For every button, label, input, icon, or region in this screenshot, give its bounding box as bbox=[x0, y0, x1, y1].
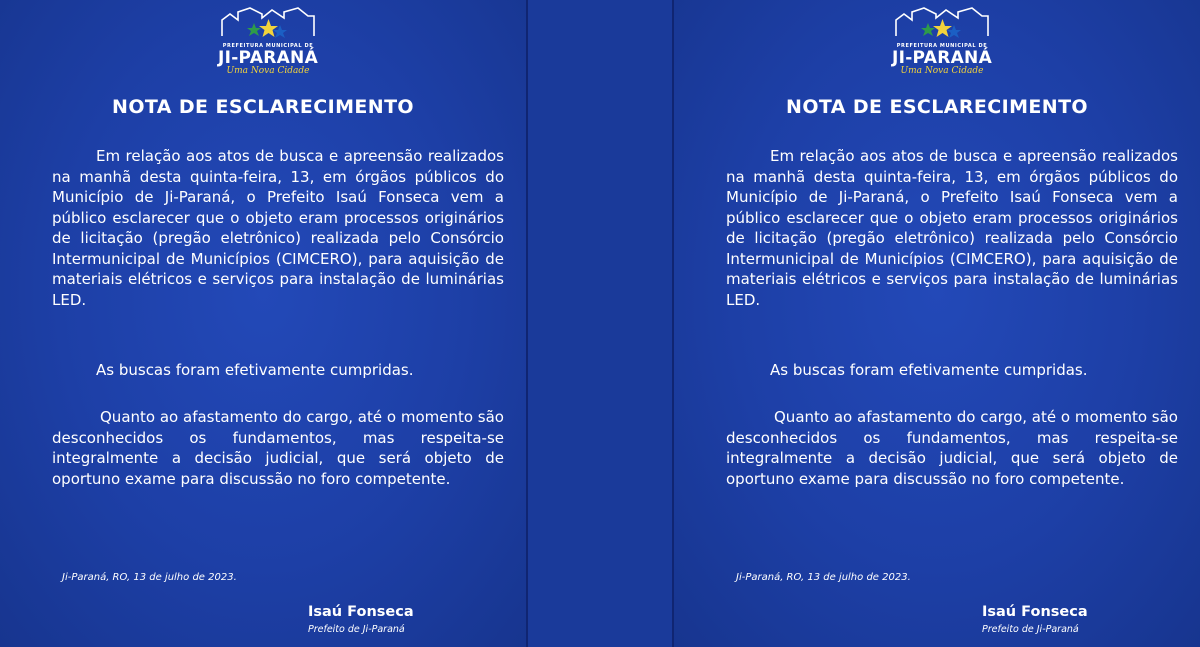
signature-name: Isaú Fonseca bbox=[982, 604, 1088, 620]
note-paragraph-3: Quanto ao afastamento do cargo, até o momento são desconhecidos os fundamentos, mas respeita-se integralmente a decisão judicial, que será objeto de oportuno exame para discussão no foro competente. bbox=[52, 408, 504, 488]
panel-gutter bbox=[526, 0, 674, 647]
logo-tagline: Uma Nova Cidade bbox=[226, 66, 310, 76]
logo-tagline: Uma Nova Cidade bbox=[900, 66, 984, 76]
signature-name: Isaú Fonseca bbox=[308, 604, 414, 620]
logo-city-name: JI-PARANÁ bbox=[891, 48, 993, 68]
note-date: Ji-Paraná, RO, 13 de julho de 2023. bbox=[62, 572, 237, 583]
logo-small-text: PREFEITURA MUNICIPAL DE bbox=[896, 43, 988, 49]
note-paragraph-1: Em relação aos atos de busca e apreensão realizados na manhã desta quinta-feira, 13, em órgãos públicos do Município de Ji-Paraná, o Prefeito Isaú Fonseca vem a público esclarecer que o objeto eram processos originários de licitação (pregão eletrônico) realizada pelo Consórcio Intermunicipal de Municípios (CIMCERO), para aquisição de materiais elétricos e serviços para instalação de luminárias LED. bbox=[52, 147, 504, 309]
note-panel-right bbox=[674, 0, 1200, 647]
note-title: NOTA DE ESCLARECIMENTO bbox=[112, 96, 414, 118]
note-date: Ji-Paraná, RO, 13 de julho de 2023. bbox=[736, 572, 911, 583]
note-paragraph-2: As buscas foram efetivamente cumpridas. bbox=[770, 361, 1088, 379]
logo-city-name: JI-PARANÁ bbox=[217, 48, 319, 68]
note-paragraph-3: Quanto ao afastamento do cargo, até o momento são desconhecidos os fundamentos, mas respeita-se integralmente a decisão judicial, que será objeto de oportuno exame para discussão no foro competente. bbox=[726, 408, 1178, 488]
signature-role: Prefeito de Ji-Paraná bbox=[308, 624, 405, 635]
city-skyline-stars-icon bbox=[894, 6, 990, 44]
city-logo bbox=[212, 6, 324, 74]
signature-role: Prefeito de Ji-Paraná bbox=[982, 624, 1079, 635]
city-skyline-stars-icon bbox=[220, 6, 316, 44]
note-paragraph-1: Em relação aos atos de busca e apreensão realizados na manhã desta quinta-feira, 13, em órgãos públicos do Município de Ji-Paraná, o Prefeito Isaú Fonseca vem a público esclarecer que o objeto eram processos originários de licitação (pregão eletrônico) realizada pelo Consórcio Intermunicipal de Municípios (CIMCERO), para aquisição de materiais elétricos e serviços para instalação de luminárias LED. bbox=[726, 147, 1178, 309]
logo-small-text: PREFEITURA MUNICIPAL DE bbox=[222, 43, 314, 49]
city-logo bbox=[886, 6, 998, 74]
note-paragraph-2: As buscas foram efetivamente cumpridas. bbox=[96, 361, 414, 379]
note-title: NOTA DE ESCLARECIMENTO bbox=[786, 96, 1088, 118]
note-panel-left bbox=[0, 0, 526, 647]
